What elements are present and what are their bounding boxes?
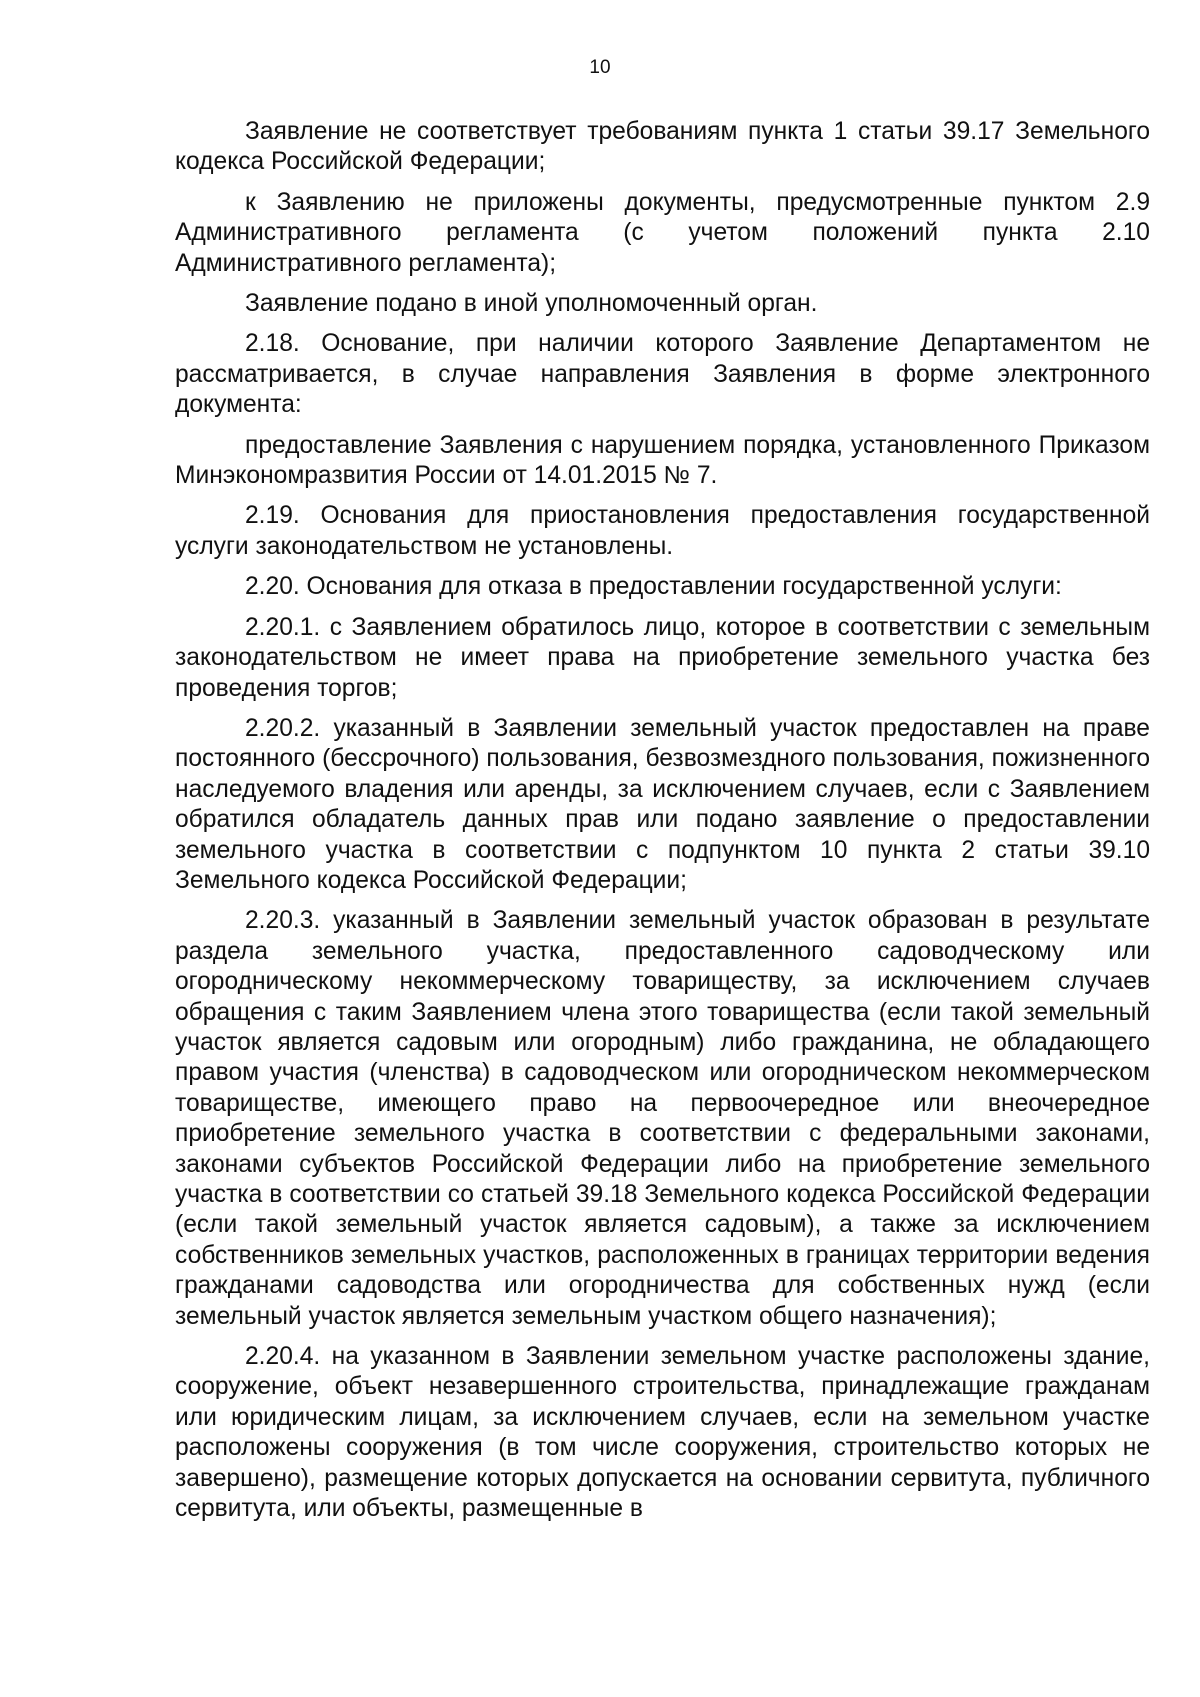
paragraph: 2.20.4. на указанном в Заявлении земельном участке расположены здание, сооружение, объект незавершенного строительства, принадлежащие гражданам или юридическим лицам, за исключением случаев, если на земельном участке расположены сооружения (в том числе сооружения, строительство которых не завершено), размещение которых допускается на основании сервитута, публичного сервитута, или объекты, размещенные в — [175, 1343, 1150, 1523]
paragraph: к Заявлению не приложены документы, предусмотренные пунктом 2.9 Административного регламента (с учетом положений пункта 2.10 Административного регламента); — [175, 188, 1150, 277]
paragraph: 2.20.3. указанный в Заявлении земельный участок образован в результате раздела земельного участка, предоставленного садоводческому или огородническому некоммерческому товариществу, за исключением случаев обращения с таким Заявлением члена этого товарищества (если такой земельный участок является садовым или огородным) либо гражданина, не обладающего правом участия (членства) в садоводческом или огородническом некоммерческом товариществе, имеющего право на первоочередное или внеочередное приобретение земельного участка в соответствии с федеральными законами, законами субъектов Российской Федерации либо на приобретение земельного участка в соответствии со статьей 39.18 Земельного кодекса Российской Федерации (если такой земельный участок является садовым), а также за исключением собственников земельных участков, расположенных в границах территории ведения гражданами садоводства или огородничества для собственных нужд (если земельный участок является земельным участком общего назначения); — [175, 907, 1150, 1330]
paragraph: 2.20. Основания для отказа в предоставлении государственной услуги: — [245, 573, 1062, 601]
paragraph: 2.18. Основание, при наличии которого Заявление Департаментом не рассматривается, в случае направления Заявления в форме электронного документа: — [175, 330, 1150, 419]
document-body — [175, 117, 1150, 1534]
paragraph: Заявление подано в иной уполномоченный орган. — [245, 290, 818, 318]
paragraph: предоставление Заявления с нарушением порядка, установленного Приказом Минэкономразвития России от 14.01.2015 № 7. — [175, 431, 1150, 490]
page-number: 10 — [589, 57, 611, 78]
paragraph: 2.20.1. с Заявлением обратилось лицо, которое в соответствии с земельным законодательством не имеет права на приобретение земельного участка без проведения торгов; — [175, 613, 1150, 702]
paragraph: 2.19. Основания для приостановления предоставления государственной услуги законодательством не установлены. — [175, 502, 1150, 560]
paragraph: Заявление не соответствует требованиям пункта 1 статьи 39.17 Земельного кодекса Российской Федерации; — [175, 118, 1150, 176]
paragraph: 2.20.2. указанный в Заявлении земельный участок предоставлен на праве постоянного (бессрочного) пользования, безвозмездного пользования, пожизненного наследуемого владения или аренды, за исключением случаев, если с Заявлением обратился обладатель данных прав или подано заявление о предоставлении земельного участка в соответствии с подпунктом 10 пункта 2 статьи 39.10 Земельного кодекса Российской Федерации; — [175, 714, 1150, 894]
